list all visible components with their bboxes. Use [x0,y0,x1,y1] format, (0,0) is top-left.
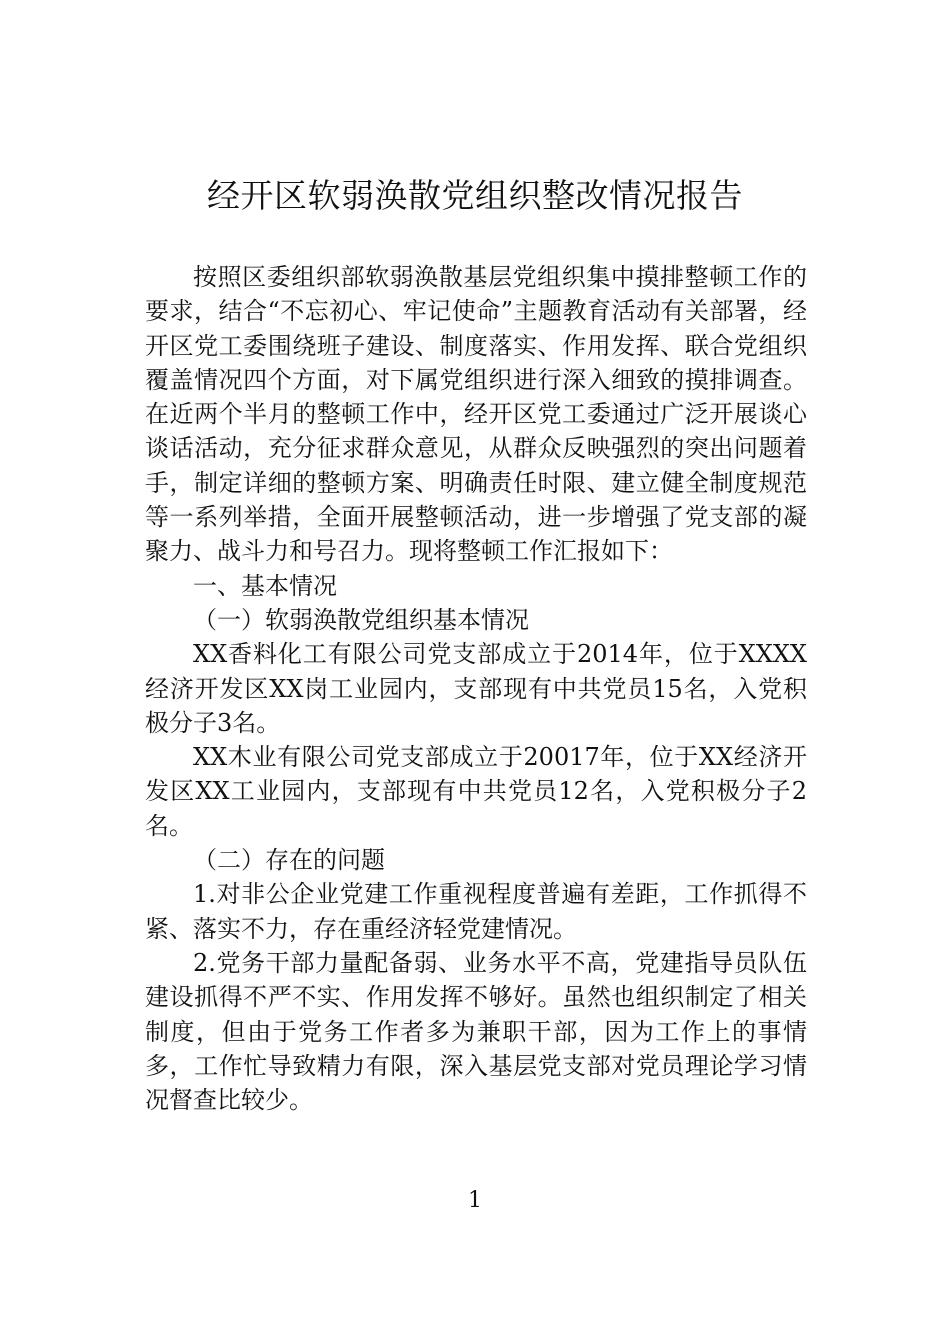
problem-item-2: 2.党务干部力量配备弱、业务水平不高，党建指导员队伍建设抓得不严不实、作用发挥不够好。虽然也组织制定了相关制度，但由于党务工作者多为兼职干部，因为工作上的事情多，工作忙导致精力有限，深入基层党支部对党员理论学习情况督查比较少。 [145,948,807,1115]
subsection-heading-weak-organizations: （一）软弱涣散党组织基本情况 [193,605,529,634]
subsection-heading-existing-problems: （二）存在的问题 [193,846,385,875]
document-body [145,260,807,1117]
section-heading-basic-situation: 一、基本情况 [193,571,337,600]
page-number: 1 [468,1188,482,1213]
intro-paragraph: 按照区委组织部软弱涣散基层党组织集中摸排整顿工作的要求，结合“不忘初心、牢记使命”主题教育活动有关部署，经开区党工委围绕班子建设、制度落实、作用发挥、联合党组织覆盖情况四个方面，对下属党组织进行深入细致的摸排调查。在近两个半月的整顿工作中，经开区党工委通过广泛开展谈心谈话活动，充分征求群众意见，从群众反映强烈的突出问题着手，制定详细的整顿方案、明确责任时限、建立健全制度规范等一系列举措，全面开展整顿活动，进一步增强了党支部的凝聚力、战斗力和号召力。现将整顿工作汇报如下： [145,263,807,566]
paragraph-wood-industry-branch: XX木业有限公司党支部成立于20017年，位于XX经济开发区XX工业园内，支部现有中共党员12名，入党积极分子2名。 [145,743,807,840]
problem-item-1: 1.对非公企业党建工作重视程度普遍有差距，工作抓得不紧、落实不力，存在重经济轻党建情况。 [145,880,807,943]
paragraph-spice-chemical-branch: XX香料化工有限公司党支部成立于2014年，位于XXXX经济开发区XX岗工业园内，支部现有中共党员15名，入党积极分子3名。 [145,640,807,737]
document-title: 经开区软弱涣散党组织整改情况报告 [207,176,743,215]
